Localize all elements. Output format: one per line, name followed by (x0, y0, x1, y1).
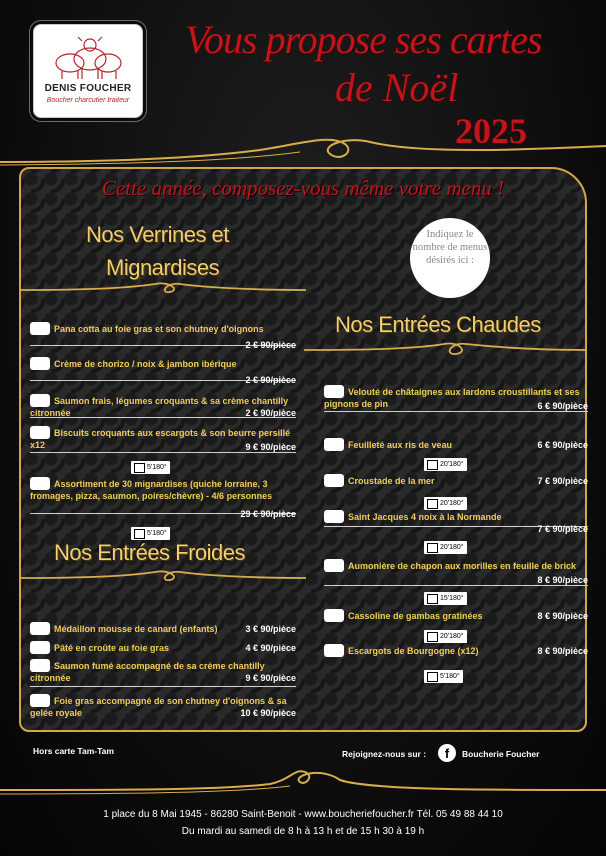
footer-note: Hors carte Tam-Tam (33, 746, 114, 756)
froides-item: Saumon fumé accompagné de sa crème chantilly citronnée 9 € 90/pièce (30, 659, 296, 684)
quantity-box[interactable] (30, 641, 50, 654)
froides-item: Médaillon mousse de canard (enfants) 3 € 90/pièce (30, 622, 296, 636)
logo-brand: DENIS FOUCHER (44, 83, 132, 94)
quantity-box[interactable] (30, 477, 50, 490)
oven-time-badge: 5'180° (131, 527, 170, 540)
top-gold-swirl (0, 120, 606, 170)
quantity-box[interactable] (30, 622, 50, 635)
section-title-verrines-1: Nos Verrines et (86, 222, 229, 247)
opening-hours: Du mardi au samedi de 8 h à 13 h et de 15 h 30 à 19 h (181, 826, 425, 837)
quantity-box[interactable] (324, 438, 344, 451)
section-title-froides: Nos Entrées Froides (54, 540, 246, 565)
footer-join-label: Rejoignez-nous sur : (342, 749, 427, 759)
quantity-box[interactable] (324, 609, 344, 622)
oven-time-badge: 15'180° (424, 592, 467, 605)
froides-item: Foie gras accompagné de son chutney d'oignons & sa gelée royale 10 € 90/pièce (30, 696, 296, 718)
logo-tagline: Boucher charcutier traiteur (46, 97, 130, 104)
bottom-gold-swirl (0, 760, 606, 804)
section-title-chaudes: Nos Entrées Chaudes (335, 312, 541, 337)
chaudes-item: Velouté de châtaignes aux lardons croustillants et ses pignons de pin 6 € 90/pièce (324, 387, 588, 411)
quantity-box[interactable] (30, 357, 50, 370)
headline: Cette année, composez-vous même votre menu ! (101, 176, 505, 200)
quantity-box[interactable] (324, 644, 344, 657)
froides-gold-swirl (20, 566, 306, 588)
quantity-box[interactable] (30, 694, 50, 707)
oven-time-badge: 20'180° (424, 458, 467, 471)
oven-time-badge: 5'180° (424, 670, 463, 683)
quantity-box[interactable] (30, 426, 50, 439)
chaudes-item: Escargots de Bourgogne (x12) 8 € 90/pièce (324, 644, 588, 658)
chaudes-item: Saint Jacques 4 noix à la Normande 7 € 90/pièce (324, 510, 588, 524)
oven-time-badge: 20'180° (424, 497, 467, 510)
chaudes-item: Aumonière de chapon aux morilles en feuille de brick 8 € 90/pièce (324, 559, 588, 573)
menu-count-note[interactable]: Indiquez le nombre de menus désirés ici : (410, 218, 490, 298)
title-line-1: Vous propose ses cartes (185, 17, 542, 62)
quantity-box[interactable] (324, 510, 344, 523)
quantity-box[interactable] (30, 659, 50, 672)
oven-time-badge: 5'180° (131, 461, 170, 474)
oven-time-badge: 20'180° (424, 630, 467, 643)
title-year: 2025 (455, 111, 527, 151)
oven-time-badge: 20'180° (424, 541, 467, 554)
chaudes-item: Croustade de la mer 7 € 90/pièce (324, 474, 588, 488)
verrines-item: Assortiment de 30 mignardises (quiche lorraine, 3 fromages, pizza, saumon, poires/chèvre) - 4/6 personnes 29 € 90/pièce (30, 479, 296, 519)
quantity-box[interactable] (324, 385, 344, 398)
verrines-item: Saumon frais, légumes croquants & sa crème chantilly citronnée 2 € 90/pièce (30, 396, 296, 418)
froides-item: Pâté en croûte au foie gras 4 € 90/pièce (30, 641, 296, 655)
quantity-box[interactable] (30, 394, 50, 407)
quantity-box[interactable] (324, 559, 344, 572)
quantity-box[interactable] (324, 474, 344, 487)
facebook-link[interactable]: Boucherie Foucher (462, 749, 540, 759)
chaudes-item: Feuilleté aux ris de veau 6 € 90/pièce (324, 438, 588, 452)
verrines-item: Biscuits croquants aux escargots & son beurre persillé x12 9 € 90/pièce (30, 428, 296, 452)
chaudes-item: Cassoline de gambas gratinées 8 € 90/pièce (324, 609, 588, 623)
cattle-logo-icon (52, 35, 126, 81)
verrines-item: Pana cotta au foie gras et son chutney d'oignons 2 € 90/pièce (30, 322, 296, 336)
quantity-box[interactable] (30, 322, 50, 335)
address: 1 place du 8 Mai 1945 - 86280 Saint-Benoit - www.boucheriefoucher.fr Tél. 05 49 88 44 10 (103, 809, 503, 820)
verrines-item: Crème de chorizo / noix & jambon ibérique 2 € 90/pièce (30, 357, 296, 371)
facebook-icon[interactable]: f (438, 744, 456, 762)
section-title-verrines-2: Mignardises (106, 255, 220, 280)
chaudes-gold-swirl (304, 338, 586, 362)
logo (33, 24, 143, 118)
title-line-2: de Noël (335, 65, 459, 110)
verrines-gold-swirl (20, 278, 306, 300)
